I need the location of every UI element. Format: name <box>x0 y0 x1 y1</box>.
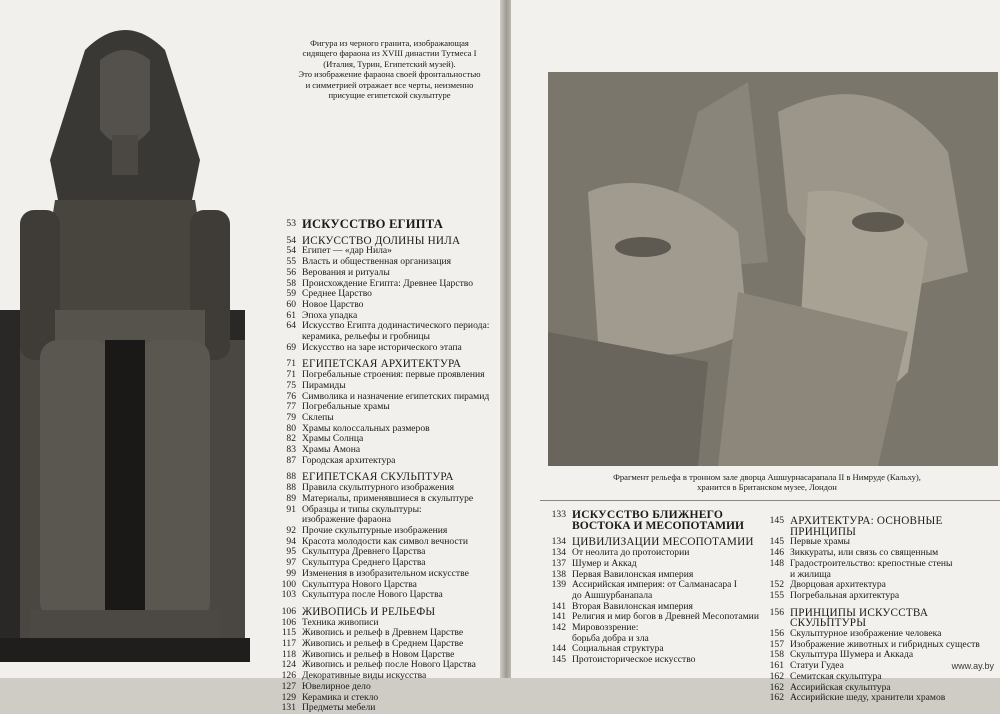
toc-page-number: 55 <box>286 256 296 268</box>
toc-title: Градостроительство: крепостные стены <box>790 557 953 569</box>
caption-line: Фигура из черного гранита, изображающая <box>310 38 469 48</box>
toc-title: Ассирийская скульптура <box>790 681 891 693</box>
toc-title: Изображение животных и гибридных существ <box>790 638 980 650</box>
toc-page-number: 124 <box>281 659 296 671</box>
toc-title: ВОСТОКА И МЕСОПОТАМИИ <box>572 518 745 532</box>
toc-title: Предметы мебели <box>302 702 376 714</box>
toc-title: Социальная структура <box>572 643 664 655</box>
toc-page-number: 69 <box>286 341 296 353</box>
toc-title: Живопись и рельеф в Новом Царстве <box>302 648 455 660</box>
toc-entry <box>758 693 998 704</box>
toc-entry <box>270 682 502 693</box>
toc-title: ЕГИПЕТСКАЯ СКУЛЬПТУРА <box>302 471 454 484</box>
toc-entry <box>270 456 502 467</box>
toc-title: Техника живописи <box>302 616 379 628</box>
toc-page-number: 89 <box>286 492 296 504</box>
toc-page-number: 133 <box>551 509 566 520</box>
toc-title: Искусство на заре исторического этапа <box>302 341 462 353</box>
toc-title: Погребальные строения: первые проявления <box>302 369 485 381</box>
toc-entry <box>270 693 502 704</box>
toc-entry <box>270 569 502 580</box>
toc-title: Образцы и типы скульптуры: <box>302 503 422 515</box>
toc-page-number: 60 <box>286 298 296 310</box>
toc-title: Ассирийские шеду, хранители храмов <box>790 692 946 704</box>
toc-title: Статуи Гудеа <box>790 660 844 672</box>
toc-entry <box>540 655 772 666</box>
toc-entry <box>758 591 998 602</box>
toc-page-number: 162 <box>769 692 784 704</box>
toc-title: и жилища <box>790 568 831 580</box>
toc-title: Храмы Солнца <box>302 433 364 445</box>
toc-page-number: 158 <box>769 649 784 661</box>
toc-page-number: 91 <box>286 503 296 515</box>
toc-page-number: 94 <box>286 535 296 547</box>
caption-line: (Италия, Турин, Египетский музей). <box>323 58 456 69</box>
toc-title: Живопись и рельеф после Нового Царства <box>302 659 476 671</box>
toc-title: Мировоззрение: <box>572 622 639 634</box>
toc-title: Скульптура Нового Царства <box>302 578 417 590</box>
toc-title: Среднее Царство <box>302 288 372 300</box>
toc-title: Новое Царство <box>302 298 364 310</box>
toc-page-number: 71 <box>286 369 296 381</box>
toc-page-number: 139 <box>551 579 566 591</box>
toc-page-number: 100 <box>281 578 296 590</box>
toc-title: Прочие скульптурные изображения <box>302 524 448 536</box>
toc-title: Погребальные храмы <box>302 401 390 413</box>
toc-page-number: 99 <box>286 567 296 579</box>
toc-entry <box>270 268 502 279</box>
toc-title: Протоисторическое искусство <box>572 654 696 666</box>
toc-title: Красота молодости как символ вечности <box>302 535 468 547</box>
toc-title: Верования и ритуалы <box>302 266 390 278</box>
toc-title: Первая Вавилонская империя <box>572 568 694 580</box>
toc-page-number: 131 <box>281 702 296 714</box>
toc-page-number: 115 <box>281 627 296 639</box>
toc-page-number: 146 <box>769 547 784 559</box>
toc-title: Погребальная архитектура <box>790 589 900 601</box>
toc-page-number: 53 <box>286 218 296 229</box>
toc-page-number: 82 <box>286 433 296 445</box>
toc-title: ИСКУССТВО ДОЛИНЫ НИЛА <box>302 234 461 247</box>
toc-title: Искусство Египта додинастического периода: <box>302 320 490 332</box>
toc-page-number: 141 <box>551 600 566 612</box>
toc-page-number: 157 <box>769 638 784 650</box>
toc-page-number: 161 <box>769 660 784 672</box>
toc-page-number: 145 <box>551 654 566 666</box>
toc-page-number: 156 <box>769 628 784 640</box>
toc-title: ИСКУССТВО ЕГИПТА <box>302 217 444 231</box>
toc-page-number: 83 <box>286 444 296 456</box>
toc-entry <box>270 343 502 354</box>
toc-page-number: 156 <box>769 606 784 618</box>
toc-page-number: 134 <box>551 536 566 548</box>
toc-title: Происхождение Египта: Древнее Царство <box>302 277 474 289</box>
toc-page-number: 64 <box>286 320 296 332</box>
toc-title: Скульптура Древнего Царства <box>302 546 426 558</box>
toc-page-number: 92 <box>286 524 296 536</box>
toc-title: Семитская скульптура <box>790 670 882 682</box>
toc-title: Первые храмы <box>790 536 850 548</box>
toc-page-number: 118 <box>281 648 296 660</box>
toc-title: ЕГИПЕТСКАЯ АРХИТЕКТУРА <box>302 358 462 371</box>
toc-page-number: 138 <box>551 568 566 580</box>
toc-page-number <box>540 521 572 532</box>
toc-title: изображение фараона <box>302 514 392 526</box>
pharaoh-statue-photo <box>0 10 250 662</box>
toc-title: борьба добра и зла <box>572 632 649 644</box>
toc-title: Скульптура после Нового Царства <box>302 589 443 601</box>
toc-title: Зиккураты, или связь со священным <box>790 547 939 559</box>
toc-entry <box>270 671 502 682</box>
toc-page-number: 106 <box>281 605 296 617</box>
toc-page-number: 80 <box>286 422 296 434</box>
caption-line: присущие египетской скульптуре <box>328 90 451 101</box>
toc-title: Храмы колоссальных размеров <box>302 422 430 434</box>
toc-architecture-sculpture <box>758 510 998 704</box>
toc-page-number: 126 <box>281 670 296 682</box>
divider <box>540 500 1000 501</box>
toc-page-number: 134 <box>551 547 566 559</box>
toc-entry <box>758 559 998 570</box>
toc-section <box>758 608 998 629</box>
toc-near-east <box>540 510 772 666</box>
caption-line: хранится в Британском музее, Лондон <box>697 482 837 493</box>
toc-title: Правила скульптурного изображения <box>302 482 455 494</box>
toc-title: Склепы <box>302 411 334 423</box>
toc-title: керамика, рельефы и гробницы <box>302 331 430 343</box>
toc-page-number: 97 <box>286 557 296 569</box>
toc-title: ЖИВОПИСЬ И РЕЛЬЕФЫ <box>302 605 436 618</box>
toc-page-number: 87 <box>286 454 296 466</box>
toc-page-number: 155 <box>769 589 784 601</box>
toc-page-number: 79 <box>286 411 296 423</box>
caption-line: Фрагмент рельефа в тронном зале дворца Ашшурнасарапала II в Нимруде (Кальху), <box>613 472 921 482</box>
toc-title: АРХИТЕКТУРА: ОСНОВНЫЕ ПРИНЦИПЫ <box>790 515 943 538</box>
caption-line: и симметрией отражает все черты, неизменно <box>305 79 474 90</box>
toc-page-number: 129 <box>281 691 296 703</box>
toc-section <box>270 607 502 618</box>
toc-page-number: 95 <box>286 546 296 558</box>
toc-title: Живопись и рельеф в Древнем Царстве <box>302 627 464 639</box>
toc-page-number: 144 <box>551 643 566 655</box>
toc-page-number: 76 <box>286 390 296 402</box>
toc-egypt <box>270 219 502 714</box>
toc-page-number: 61 <box>286 309 296 321</box>
toc-page-number: 54 <box>286 234 296 246</box>
toc-title: Вторая Вавилонская империя <box>572 600 693 612</box>
toc-page-number: 71 <box>286 358 296 370</box>
toc-page-number: 148 <box>769 557 784 569</box>
toc-page-number: 58 <box>286 277 296 289</box>
toc-title: Материалы, применявшиеся в скульптуре <box>302 492 474 504</box>
toc-page-number: 142 <box>551 622 566 634</box>
assyrian-relief-photo <box>548 72 998 466</box>
toc-entry <box>540 559 772 570</box>
toc-page-number: 162 <box>769 681 784 693</box>
toc-page-number: 59 <box>286 288 296 300</box>
caption-line: сидящего фараона из XVIII династии Тутмеса I <box>302 48 477 59</box>
toc-title: Живопись и рельеф в Среднем Царстве <box>302 638 464 650</box>
toc-title: Ювелирное дело <box>302 680 371 692</box>
toc-page-number: 127 <box>281 680 296 692</box>
toc-title: От неолита до протоистории <box>572 547 690 559</box>
toc-title: Эпоха упадка <box>302 309 358 321</box>
toc-title: Пирамиды <box>302 379 346 391</box>
toc-entry <box>270 494 502 505</box>
toc-entry <box>758 683 998 694</box>
toc-title: Изменения в изобразительном искусстве <box>302 567 469 579</box>
toc-title: Религия и мир богов в Древней Месопотамии <box>572 611 759 623</box>
toc-entry <box>758 672 998 683</box>
toc-page-number: 145 <box>769 515 784 526</box>
toc-section <box>758 516 998 537</box>
toc-page-number: 152 <box>769 579 784 591</box>
toc-page-number: 88 <box>286 471 296 483</box>
toc-page-number: 141 <box>551 611 566 623</box>
toc-page-number: 77 <box>286 401 296 413</box>
toc-page-number: 137 <box>551 557 566 569</box>
toc-page-number: 162 <box>769 670 784 682</box>
toc-entry <box>270 590 502 601</box>
statue-caption <box>283 38 496 100</box>
toc-title: ИСКУССТВО БЛИЖНЕГО <box>572 508 724 521</box>
toc-entry <box>270 381 502 392</box>
toc-page-number: 54 <box>286 245 296 257</box>
toc-title: Храмы Амона <box>302 444 361 456</box>
toc-page-number: 106 <box>281 616 296 628</box>
toc-title: до Ашшурбанапала <box>572 589 653 601</box>
toc-title: Египет — «дар Нила» <box>302 245 392 257</box>
toc-title: Городская архитектура <box>302 454 396 466</box>
toc-page-number: 75 <box>286 379 296 391</box>
toc-page-number: 117 <box>281 638 296 650</box>
toc-title: Власть и общественная организация <box>302 256 452 268</box>
toc-title: Скульптура Шумера и Аккада <box>790 649 914 661</box>
caption-line: Это изображение фараона своей фронтальностью <box>298 69 481 80</box>
relief-caption <box>592 472 942 493</box>
toc-title: ПРИНЦИПЫ ИСКУССТВА СКУЛЬПТУРЫ <box>790 606 929 630</box>
toc-entry <box>270 703 502 714</box>
toc-page-number: 56 <box>286 266 296 278</box>
toc-title: Скульптура Среднего Царства <box>302 557 426 569</box>
toc-title: ЦИВИЛИЗАЦИИ МЕСОПОТАМИИ <box>572 536 754 549</box>
toc-title: Шумер и Аккад <box>572 557 637 569</box>
toc-page-number: 145 <box>769 536 784 548</box>
toc-title: Ассирийская империя: от Салманасара I <box>572 579 737 591</box>
toc-section <box>540 518 772 532</box>
toc-title: Скульптурное изображение человека <box>790 628 942 640</box>
toc-page-number: 103 <box>281 589 296 601</box>
watermark: www.ay.by <box>951 661 994 671</box>
toc-title: Керамика и стекло <box>302 691 379 703</box>
toc-title: Дворцовая архитектура <box>790 579 886 591</box>
toc-section <box>270 219 502 230</box>
toc-title: Декоративные виды искусства <box>302 670 427 682</box>
toc-title: Символика и назначение египетских пирамид <box>302 390 490 402</box>
toc-page-number: 88 <box>286 482 296 494</box>
